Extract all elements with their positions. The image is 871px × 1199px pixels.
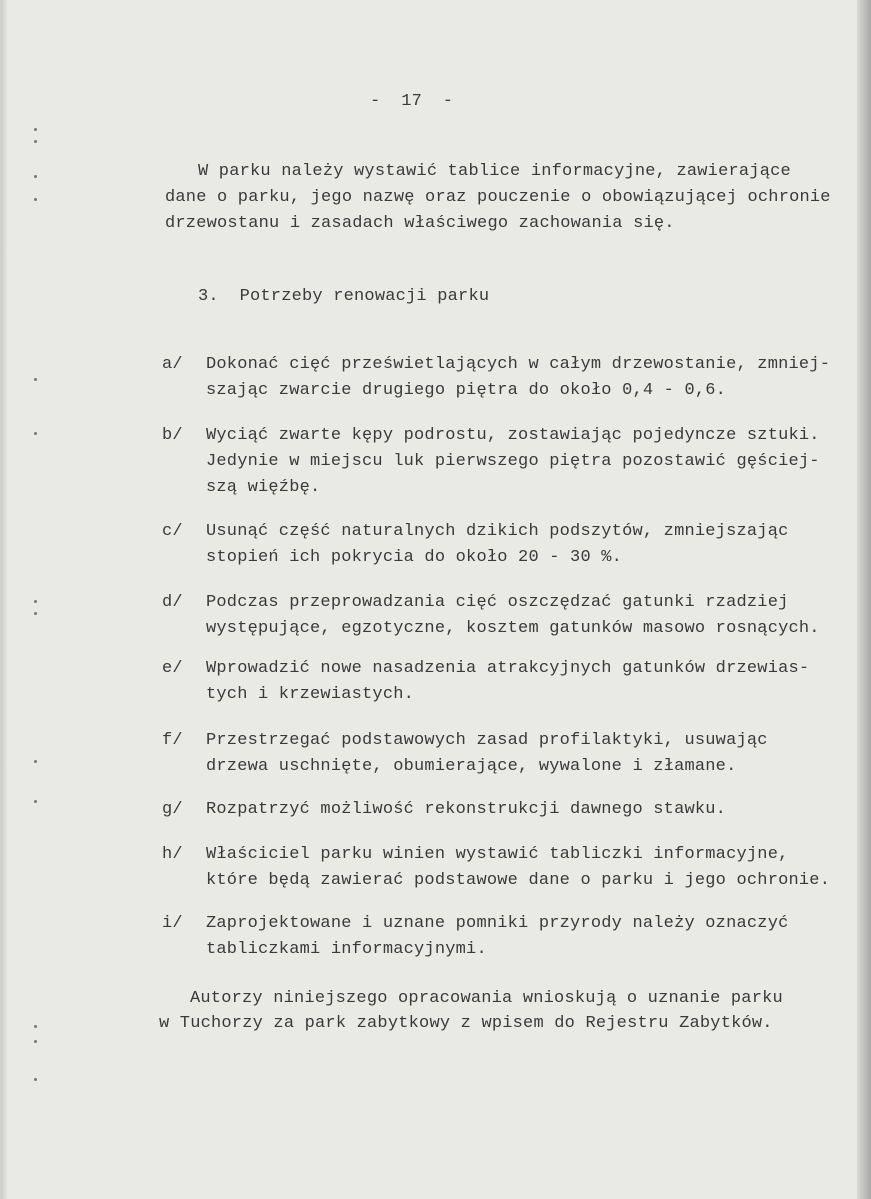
item-text: Przestrzegać podstawowych zasad profilaktyki, usuwając [206,731,768,750]
intro-line: dane o parku, jego nazwę oraz pouczenie o obowiązującej ochronie [165,188,831,207]
section-heading: 3. Potrzeby renowacji parku [198,287,490,306]
margin-dot [34,800,37,803]
item-text: Wprowadzić nowe nasadzenia atrakcyjnych gatunków drzewias- [206,659,810,678]
item-text: tabliczkami informacyjnymi. [206,940,487,959]
item-text: Zaprojektowane i uznane pomniki przyrody należy oznaczyć [206,914,789,933]
item-text: które będą zawierać podstawowe dane o parku i jego ochronie. [206,871,831,890]
item-text: tych i krzewiastych. [206,685,415,704]
closing-line: w Tuchorzy za park zabytkowy z wpisem do Rejestru Zabytków. [159,1014,773,1033]
page-number: - 17 - [370,92,454,111]
item-text: Wyciąć zwarte kępy podrostu, zostawiając pojedyncze sztuki. [206,426,820,445]
margin-dot [34,1040,37,1043]
item-label: c/ [162,522,183,541]
item-text: Usunąć część naturalnych dzikich podszytów, zmniejszając [206,522,789,541]
margin-dot [34,378,37,381]
item-text: Podczas przeprowadzania cięć oszczędzać gatunki rzadziej [206,593,789,612]
margin-dot [34,612,37,615]
margin-dot [34,175,37,178]
item-text: szając zwarcie drugiego piętra do około 0,4 - 0,6. [206,381,727,400]
margin-dot [34,1025,37,1028]
margin-dot [34,760,37,763]
item-label: f/ [162,731,183,750]
item-label: h/ [162,845,183,864]
item-text: Rozpatrzyć możliwość rekonstrukcji dawnego stawku. [206,800,727,819]
item-text: Dokonać cięć prześwietlających w całym drzewostanie, zmniej- [206,355,831,374]
margin-dot [34,198,37,201]
item-text: Jedynie w miejscu luk pierwszego piętra pozostawić gęściej- [206,452,820,471]
item-text: stopień ich pokrycia do około 20 - 30 %. [206,548,623,567]
margin-dot [34,600,37,603]
item-text: szą więźbę. [206,478,321,497]
margin-dot [34,432,37,435]
item-text: występujące, egzotyczne, kosztem gatunków masowo rosnących. [206,619,820,638]
intro-line: W parku należy wystawić tablice informacyjne, zawierające [198,162,791,181]
item-label: d/ [162,593,183,612]
page-left-edge [2,0,8,1199]
item-label: g/ [162,800,183,819]
item-label: e/ [162,659,183,678]
item-text: drzewa uschnięte, obumierające, wywalone i złamane. [206,757,737,776]
closing-line: Autorzy niniejszego opracowania wnioskują o uznanie parku [190,989,783,1008]
item-label: a/ [162,355,183,374]
margin-dot [34,140,37,143]
margin-dot [34,1078,37,1081]
item-label: i/ [162,914,183,933]
page-right-edge [857,0,871,1199]
item-label: b/ [162,426,183,445]
margin-dot [34,128,37,131]
item-text: Właściciel parku winien wystawić tabliczki informacyjne, [206,845,789,864]
intro-line: drzewostanu i zasadach właściwego zachowania się. [165,214,675,233]
